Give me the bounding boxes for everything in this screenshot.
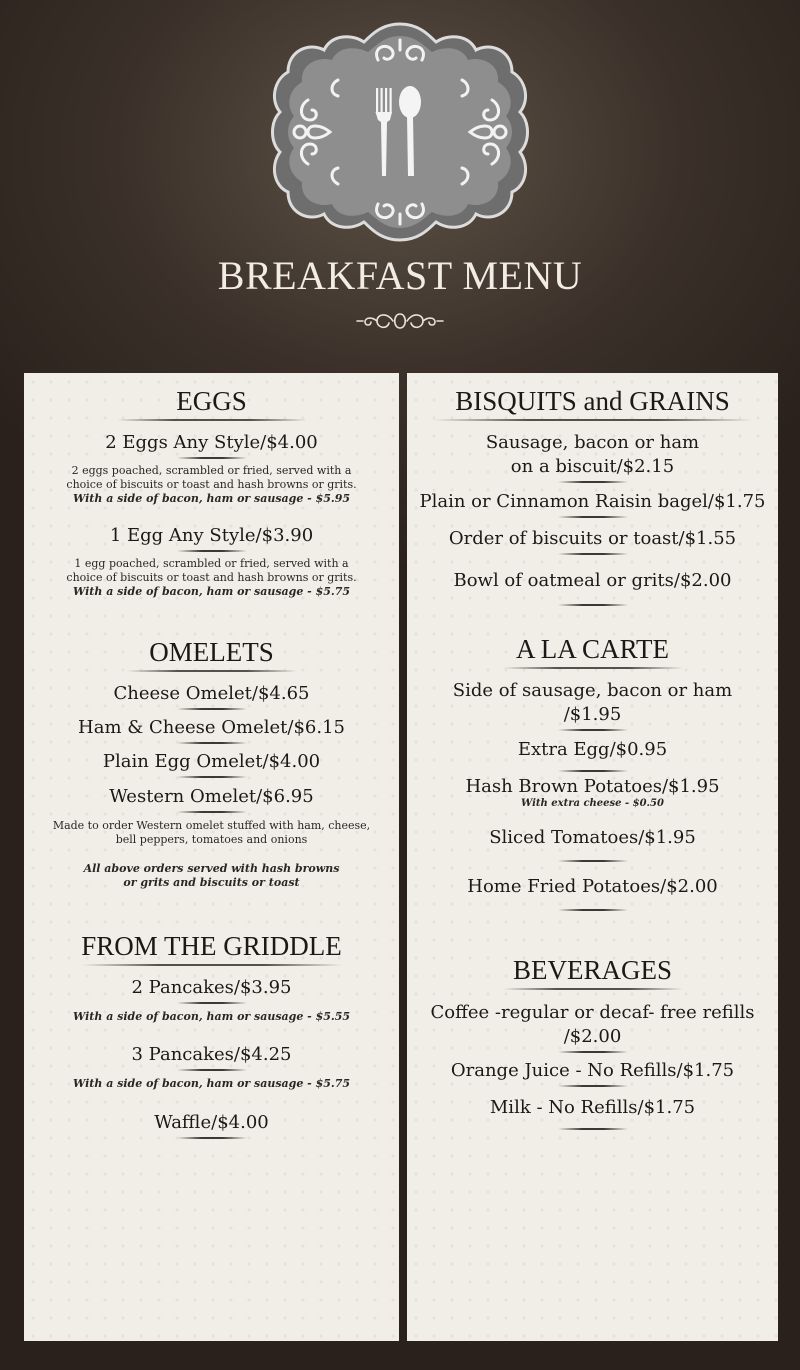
divider [117,419,307,421]
item-label: Sausage, bacon or ham [485,432,700,453]
menu-item [407,569,778,606]
section-griddle [24,931,399,966]
section-beverages [407,955,778,990]
left-menu-panel [24,373,399,1341]
divider [82,964,342,966]
item-label: 2 Pancakes/$3.95 [131,977,292,998]
section-title: BISQUITS and GRAINS [455,386,730,416]
scroll-ornament-icon [355,306,445,336]
item-description: 2 eggs poached, scrambled or fried, served with a [71,464,352,477]
item-description: Made to order Western omelet stuffed with ham, cheese, [52,819,371,832]
item-label: Milk - No Refills/$1.75 [489,1097,696,1118]
item-description: 1 egg poached, scrambled or fried, served with a [74,557,349,570]
item-note: With a side of bacon, ham or sausage - $5.55 [72,1010,351,1023]
item-label: Home Fried Potatoes/$2.00 [467,876,718,897]
menu-item [407,1059,778,1087]
divider [177,1002,247,1004]
divider [558,1128,628,1130]
menu-item [407,775,778,799]
menu-item [24,1043,399,1071]
menu-item [24,785,399,813]
section-biscuits-grains [407,386,778,421]
item-label: 3 Pancakes/$4.25 [131,1044,292,1065]
item-description: choice of biscuits or toast and hash browns or grits. [66,478,357,491]
item-label: 1 Egg Any Style/$3.90 [109,525,314,546]
item-description: choice of biscuits or toast and hash browns or grits. [66,571,357,584]
menu-item [24,1111,399,1139]
divider [558,909,628,911]
item-label: Orange Juice - No Refills/$1.75 [450,1060,735,1081]
divider [558,1085,628,1087]
item-label: Plain or Cinnamon Raisin bagel/$1.75 [419,491,766,512]
item-label: Coffee -regular or decaf- free refills [430,1002,755,1023]
item-label: Ham & Cheese Omelet/$6.15 [78,717,345,738]
menu-item [24,431,399,459]
item-label: /$1.95 [563,704,622,725]
item-label: Extra Egg/$0.95 [517,739,668,760]
divider [558,729,628,731]
divider [503,667,683,669]
item-label: Plain Egg Omelet/$4.00 [102,751,321,772]
menu-item [24,682,399,710]
item-label: Order of biscuits or toast/$1.55 [448,528,737,549]
item-label: on a biscuit/$2.15 [510,456,675,477]
section-title: OMELETS [149,637,274,667]
item-label: /$2.00 [563,1026,622,1047]
divider [177,457,247,459]
section-a-la-carte [407,634,778,669]
divider [177,1069,247,1071]
item-label: Bowl of oatmeal or grits/$2.00 [453,570,732,591]
fork-spoon-icon [268,20,532,244]
item-note: With extra cheese - $0.50 [521,798,664,809]
menu-item [24,524,399,552]
divider [558,516,628,518]
menu-item [407,875,778,911]
menu-item [24,750,399,778]
divider [177,550,247,552]
divider [503,988,683,990]
menu-item [407,1096,778,1130]
divider [177,776,247,778]
item-label: Cheese Omelet/$4.65 [113,683,310,704]
menu-item [407,703,778,731]
divider [558,553,628,555]
section-eggs [24,386,399,421]
section-note: or grits and biscuits or toast [123,876,300,889]
item-label: Sliced Tomatoes/$1.95 [489,827,696,848]
menu-item [407,826,778,862]
divider [558,860,628,862]
section-note: All above orders served with hash browns [83,862,340,875]
page-title: BREAKFAST MENU [217,253,583,298]
item-label: 2 Eggs Any Style/$4.00 [105,432,318,453]
menu-item [407,455,778,483]
section-title: BEVERAGES [512,955,672,985]
divider [177,708,247,710]
item-label: Waffle/$4.00 [154,1112,269,1133]
menu-item [407,490,778,518]
item-note: With a side of bacon, ham or sausage - $5.95 [72,492,351,505]
menu-item [407,1001,778,1025]
divider [177,1137,247,1139]
right-menu-panel [407,373,778,1341]
item-description: bell peppers, tomatoes and onions [115,833,308,846]
divider [558,770,628,772]
menu-item [407,679,778,703]
divider [558,481,628,483]
section-title: EGGS [176,386,247,416]
divider [433,419,753,421]
section-omelets [24,637,399,672]
section-title: A LA CARTE [516,634,669,664]
item-label: Side of sausage, bacon or ham [452,680,733,701]
menu-item [407,738,778,772]
item-note: With a side of bacon, ham or sausage - $5.75 [72,585,351,598]
menu-item [407,527,778,555]
menu-item [24,976,399,1004]
divider [558,1051,628,1053]
divider [558,604,628,606]
divider [127,670,297,672]
item-note: With a side of bacon, ham or sausage - $5.75 [72,1077,351,1090]
divider [177,742,247,744]
menu-item [407,1025,778,1053]
item-label: Hash Brown Potatoes/$1.95 [465,776,720,797]
section-title: FROM THE GRIDDLE [81,931,342,961]
menu-item [407,431,778,455]
item-label: Western Omelet/$6.95 [109,786,314,807]
divider [177,811,247,813]
menu-item [24,716,399,744]
